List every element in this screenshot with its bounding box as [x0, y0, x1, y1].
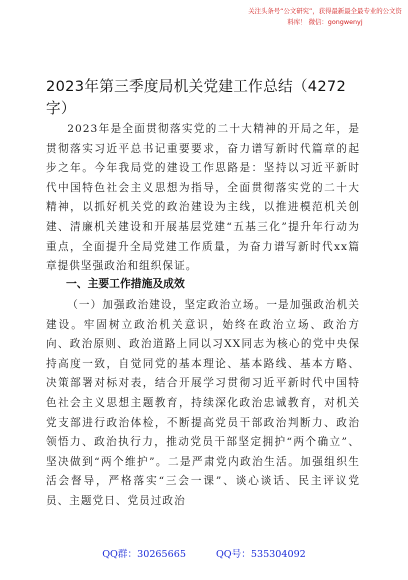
- footer-contacts: [0, 546, 408, 560]
- document-title: 2023年第三季度局机关党建工作总结（4272字）: [46, 78, 347, 117]
- section-paragraph: （一）加强政治建设，坚定政治立场。一是加强政治机关建设。牢固树立政治机关意识，始终在政治立场、政治方向、政治原则、政治道路上同以习XX同志为核心的党中央保持高度一致，自觉同党的基本理论、基本路线、基本方略、决策部署对标对表，结合开展学习贯彻习近平新时代中国特色社会主义思想主题教育，持续深化政治忠诚教育，对机关党支部进行政治体检，不断提高党员干部政治判断力、政治领悟力、政治执行力，推动党员干部坚定拥护“两个确立”、坚决做到“两个维护”。二是严肃党内政治生活。加强组织生活会督导，严格落实“三会一课”、谈心谈话、民主评议党员、主题党日、党员过政治: [46, 299, 360, 507]
- qq-number: QQ号：535304092: [215, 549, 306, 560]
- section-heading: 一、主要工作措施及成效: [66, 277, 185, 290]
- intro-paragraph: 2023年是全面贯彻落实党的二十大精神的开局之年，是贯彻落实习近平总书记重要要求，奋力谱写新时代篇章的起步之年。今年我局党的建设工作思路是：坚持以习近平新时代中国特色社会主义思想为指导，全面贯彻落实党的二十大精神，以抓好机关党的政治建设为主线，以推进模范机关创建、清廉机关建设和开展基层党建“五基三化”提升年行动为重点，全面提升全局党建工作质量，为奋力谱写新时代xx篇章提供坚强政治和组织保证。: [46, 123, 360, 273]
- header-banner: [248, 6, 402, 28]
- qq-group-number: QQ群：30265665: [102, 549, 186, 560]
- banner-text: 关注头条号“公文研究”，获得最新最全最专业的公文资料库！ 微信：gongwenyj: [248, 7, 402, 26]
